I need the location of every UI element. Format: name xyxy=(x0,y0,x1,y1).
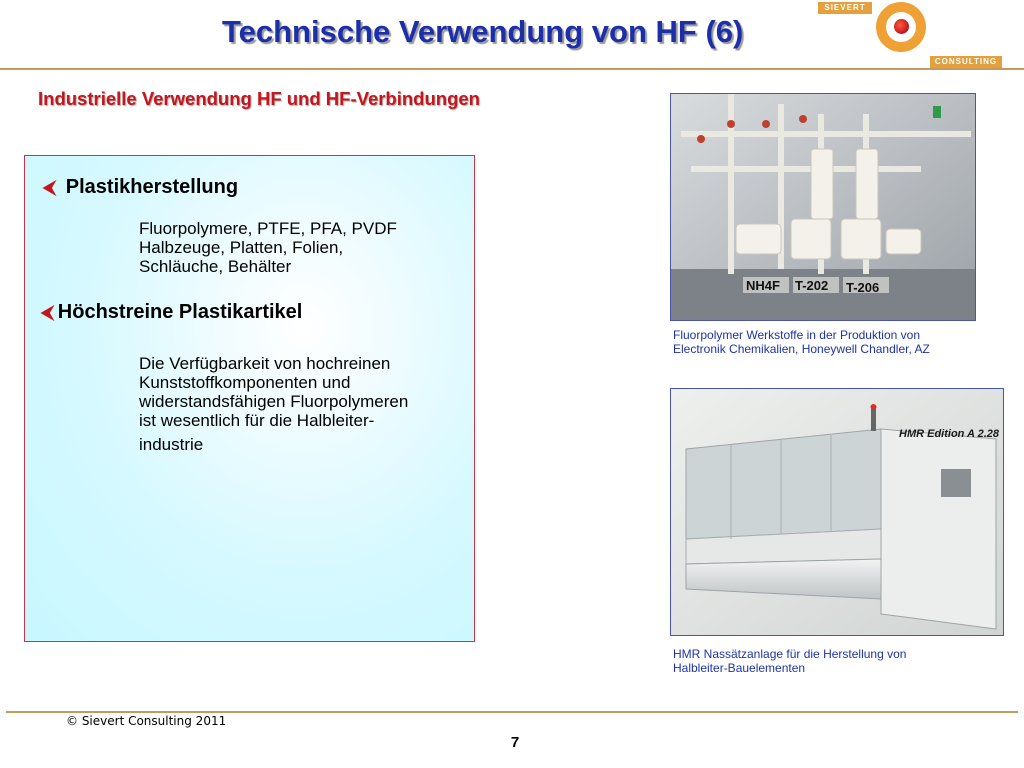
photo-caption xyxy=(673,328,930,356)
section-heading: Plastikherstellung xyxy=(65,176,239,198)
body-line: Halbzeuge, Platten, Folien, xyxy=(139,238,344,257)
caption-line: Electronik Chemikalien, Honeywell Chandler, AZ xyxy=(673,342,930,356)
photo-label: T-202 xyxy=(795,278,829,293)
section-body xyxy=(139,219,397,276)
arrow-bullet-icon: ⮜ xyxy=(41,302,54,322)
section-heading: Höchstreine Plastikartikel xyxy=(57,301,303,323)
body-line: widerstandsfähigen Fluorpolymeren xyxy=(139,392,409,411)
logo-target-icon xyxy=(876,2,926,52)
logo-bottom-text: CONSULTING xyxy=(930,56,1002,68)
wet-etch-station-photo xyxy=(670,388,1004,636)
caption-line: Halbleiter-Bauelementen xyxy=(673,661,806,675)
arrow-bullet-icon: ⮜ xyxy=(43,177,56,197)
footer-divider xyxy=(6,711,1018,713)
body-line: Fluorpolymere, PTFE, PFA, PVDF xyxy=(139,219,397,238)
body-line: industrie xyxy=(139,435,204,454)
copyright-text: © Sievert Consulting 2011 xyxy=(66,714,227,728)
bullet-hoechstreine xyxy=(41,301,302,324)
body-line: Schläuche, Behälter xyxy=(139,257,292,276)
fluoropolymer-equipment-illustration xyxy=(671,94,976,321)
photo-label: NH4F xyxy=(746,278,780,293)
section-body xyxy=(139,354,408,454)
caption-line: HMR Nassätzanlage für die Herstellung von xyxy=(673,647,907,661)
logo-top-text: SIEVERT xyxy=(818,2,872,14)
body-line: ist wesentlich für die Halbleiter- xyxy=(139,411,375,430)
slide-title: Technische Verwendung von HF (6) xyxy=(222,14,744,49)
page-number: 7 xyxy=(510,734,520,751)
body-line: Die Verfügbarkeit von hochreinen xyxy=(139,354,391,373)
bullet-plastikherstellung xyxy=(43,176,238,199)
sievert-consulting-logo xyxy=(818,0,1004,72)
photo-label: T-206 xyxy=(846,280,880,295)
fluoropolymer-equipment-photo xyxy=(670,93,976,321)
wet-etch-station-illustration xyxy=(671,389,1004,636)
photo-label: HMR Edition A 2.28 xyxy=(899,428,1000,440)
body-line: Kunststoffkomponenten und xyxy=(139,373,351,392)
caption-line: Fluorpolymer Werkstoffe in der Produktion von xyxy=(673,328,921,342)
slide-subtitle: Industrielle Verwendung HF und HF-Verbindungen xyxy=(38,88,480,109)
content-panel xyxy=(24,155,475,642)
photo-caption xyxy=(673,647,906,675)
header-divider xyxy=(0,68,1024,70)
